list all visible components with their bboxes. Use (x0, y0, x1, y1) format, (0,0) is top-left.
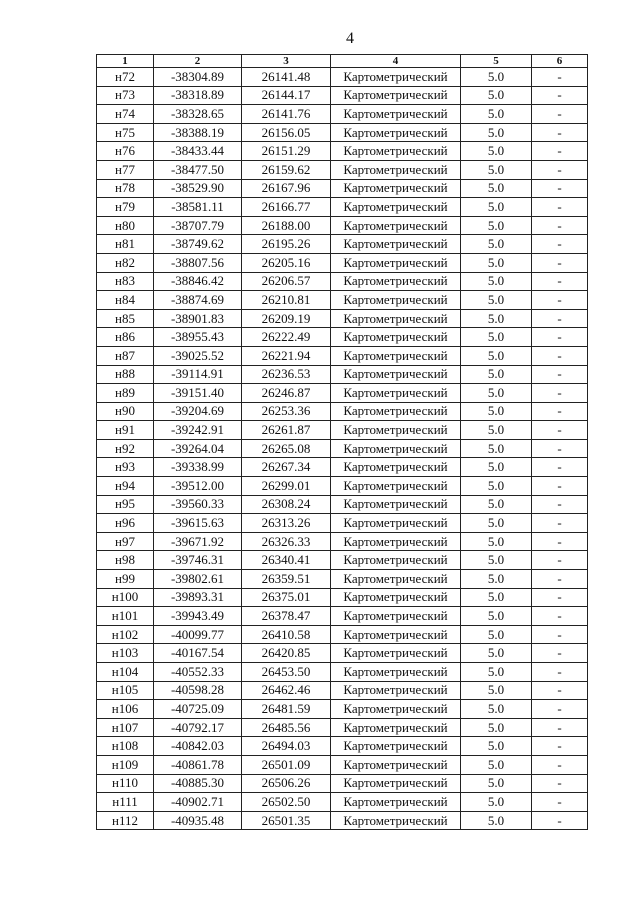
accuracy-cell: 5.0 (461, 253, 532, 272)
point-id-cell: н110 (97, 774, 154, 793)
accuracy-cell: 5.0 (461, 123, 532, 142)
point-id-cell: н98 (97, 551, 154, 570)
note-cell: - (532, 588, 588, 607)
point-id-cell: н92 (97, 439, 154, 458)
table-row (97, 253, 588, 272)
point-id-cell: н81 (97, 235, 154, 254)
accuracy-cell: 5.0 (461, 718, 532, 737)
accuracy-cell: 5.0 (461, 774, 532, 793)
x-coordinate-cell: -39512.00 (154, 477, 242, 496)
method-cell: Картометрический (331, 700, 461, 719)
note-cell: - (532, 309, 588, 328)
x-coordinate-cell: -39151.40 (154, 384, 242, 403)
table-row (97, 346, 588, 365)
method-cell: Картометрический (331, 681, 461, 700)
note-cell: - (532, 346, 588, 365)
y-coordinate-cell: 26141.76 (242, 105, 331, 124)
y-coordinate-cell: 26156.05 (242, 123, 331, 142)
x-coordinate-cell: -40861.78 (154, 755, 242, 774)
point-id-cell: н103 (97, 644, 154, 663)
accuracy-cell: 5.0 (461, 179, 532, 198)
x-coordinate-cell: -38477.50 (154, 160, 242, 179)
x-coordinate-cell: -39802.61 (154, 570, 242, 589)
y-coordinate-cell: 26481.59 (242, 700, 331, 719)
page-number: 4 (346, 30, 354, 47)
x-coordinate-cell: -38529.90 (154, 179, 242, 198)
y-coordinate-cell: 26144.17 (242, 86, 331, 105)
table-row (97, 421, 588, 440)
y-coordinate-cell: 26167.96 (242, 179, 331, 198)
note-cell: - (532, 532, 588, 551)
method-cell: Картометрический (331, 198, 461, 217)
y-coordinate-cell: 26166.77 (242, 198, 331, 217)
note-cell: - (532, 495, 588, 514)
x-coordinate-cell: -40167.54 (154, 644, 242, 663)
x-coordinate-cell: -39242.91 (154, 421, 242, 440)
point-id-cell: н96 (97, 514, 154, 533)
x-coordinate-cell: -38749.62 (154, 235, 242, 254)
point-id-cell: н109 (97, 755, 154, 774)
table-row (97, 514, 588, 533)
point-id-cell: н83 (97, 272, 154, 291)
accuracy-cell: 5.0 (461, 681, 532, 700)
method-cell: Картометрический (331, 291, 461, 310)
table-row (97, 663, 588, 682)
accuracy-cell: 5.0 (461, 607, 532, 626)
note-cell: - (532, 700, 588, 719)
point-id-cell: н112 (97, 811, 154, 830)
method-cell: Картометрический (331, 402, 461, 421)
accuracy-cell: 5.0 (461, 439, 532, 458)
point-id-cell: н72 (97, 68, 154, 87)
note-cell: - (532, 421, 588, 440)
note-cell: - (532, 551, 588, 570)
point-id-cell: н73 (97, 86, 154, 105)
table-body (97, 68, 588, 830)
method-cell: Картометрический (331, 86, 461, 105)
method-cell: Картометрический (331, 272, 461, 291)
method-cell: Картометрический (331, 532, 461, 551)
method-cell: Картометрический (331, 253, 461, 272)
x-coordinate-cell: -40842.03 (154, 737, 242, 756)
method-cell: Картометрический (331, 570, 461, 589)
table-row (97, 365, 588, 384)
point-id-cell: н76 (97, 142, 154, 161)
y-coordinate-cell: 26222.49 (242, 328, 331, 347)
y-coordinate-cell: 26246.87 (242, 384, 331, 403)
method-cell: Картометрический (331, 477, 461, 496)
point-id-cell: н89 (97, 384, 154, 403)
x-coordinate-cell: -38388.19 (154, 123, 242, 142)
y-coordinate-cell: 26195.26 (242, 235, 331, 254)
y-coordinate-cell: 26188.00 (242, 216, 331, 235)
point-id-cell: н79 (97, 198, 154, 217)
accuracy-cell: 5.0 (461, 514, 532, 533)
note-cell: - (532, 365, 588, 384)
point-id-cell: н82 (97, 253, 154, 272)
note-cell: - (532, 105, 588, 124)
accuracy-cell: 5.0 (461, 700, 532, 719)
x-coordinate-cell: -39943.49 (154, 607, 242, 626)
y-coordinate-cell: 26313.26 (242, 514, 331, 533)
y-coordinate-cell: 26205.16 (242, 253, 331, 272)
accuracy-cell: 5.0 (461, 216, 532, 235)
y-coordinate-cell: 26501.35 (242, 811, 331, 830)
method-cell: Картометрический (331, 235, 461, 254)
y-coordinate-cell: 26141.48 (242, 68, 331, 87)
accuracy-cell: 5.0 (461, 105, 532, 124)
x-coordinate-cell: -38328.65 (154, 105, 242, 124)
x-coordinate-cell: -40099.77 (154, 625, 242, 644)
table-row (97, 179, 588, 198)
column-header-4: 4 (331, 55, 461, 68)
accuracy-cell: 5.0 (461, 458, 532, 477)
method-cell: Картометрический (331, 160, 461, 179)
y-coordinate-cell: 26267.34 (242, 458, 331, 477)
note-cell: - (532, 625, 588, 644)
y-coordinate-cell: 26221.94 (242, 346, 331, 365)
table-row (97, 272, 588, 291)
point-id-cell: н86 (97, 328, 154, 347)
accuracy-cell: 5.0 (461, 309, 532, 328)
y-coordinate-cell: 26261.87 (242, 421, 331, 440)
column-header-6: 6 (532, 55, 588, 68)
x-coordinate-cell: -40902.71 (154, 793, 242, 812)
method-cell: Картометрический (331, 328, 461, 347)
y-coordinate-cell: 26462.46 (242, 681, 331, 700)
method-cell: Картометрический (331, 644, 461, 663)
accuracy-cell: 5.0 (461, 402, 532, 421)
note-cell: - (532, 142, 588, 161)
table-row (97, 105, 588, 124)
y-coordinate-cell: 26359.51 (242, 570, 331, 589)
x-coordinate-cell: -40552.33 (154, 663, 242, 682)
accuracy-cell: 5.0 (461, 663, 532, 682)
y-coordinate-cell: 26378.47 (242, 607, 331, 626)
point-id-cell: н90 (97, 402, 154, 421)
method-cell: Картометрический (331, 737, 461, 756)
table-row (97, 774, 588, 793)
table-row (97, 458, 588, 477)
note-cell: - (532, 607, 588, 626)
y-coordinate-cell: 26299.01 (242, 477, 331, 496)
note-cell: - (532, 160, 588, 179)
column-header-3: 3 (242, 55, 331, 68)
method-cell: Картометрический (331, 346, 461, 365)
point-id-cell: н91 (97, 421, 154, 440)
x-coordinate-cell: -38581.11 (154, 198, 242, 217)
y-coordinate-cell: 26308.24 (242, 495, 331, 514)
note-cell: - (532, 644, 588, 663)
y-coordinate-cell: 26420.85 (242, 644, 331, 663)
note-cell: - (532, 439, 588, 458)
x-coordinate-cell: -38304.89 (154, 68, 242, 87)
coordinates-table (96, 54, 588, 830)
x-coordinate-cell: -38807.56 (154, 253, 242, 272)
x-coordinate-cell: -38707.79 (154, 216, 242, 235)
table-row (97, 309, 588, 328)
table-row (97, 328, 588, 347)
note-cell: - (532, 123, 588, 142)
point-id-cell: н108 (97, 737, 154, 756)
x-coordinate-cell: -40935.48 (154, 811, 242, 830)
accuracy-cell: 5.0 (461, 198, 532, 217)
column-header-2: 2 (154, 55, 242, 68)
table-row (97, 216, 588, 235)
accuracy-cell: 5.0 (461, 86, 532, 105)
x-coordinate-cell: -38433.44 (154, 142, 242, 161)
y-coordinate-cell: 26485.56 (242, 718, 331, 737)
method-cell: Картометрический (331, 607, 461, 626)
table-row (97, 532, 588, 551)
note-cell: - (532, 811, 588, 830)
note-cell: - (532, 328, 588, 347)
table-row (97, 291, 588, 310)
point-id-cell: н77 (97, 160, 154, 179)
accuracy-cell: 5.0 (461, 235, 532, 254)
accuracy-cell: 5.0 (461, 365, 532, 384)
point-id-cell: н75 (97, 123, 154, 142)
point-id-cell: н100 (97, 588, 154, 607)
table-row (97, 737, 588, 756)
table-row (97, 123, 588, 142)
accuracy-cell: 5.0 (461, 588, 532, 607)
note-cell: - (532, 68, 588, 87)
accuracy-cell: 5.0 (461, 793, 532, 812)
y-coordinate-cell: 26502.50 (242, 793, 331, 812)
y-coordinate-cell: 26206.57 (242, 272, 331, 291)
accuracy-cell: 5.0 (461, 532, 532, 551)
method-cell: Картометрический (331, 142, 461, 161)
note-cell: - (532, 477, 588, 496)
point-id-cell: н99 (97, 570, 154, 589)
x-coordinate-cell: -39893.31 (154, 588, 242, 607)
point-id-cell: н74 (97, 105, 154, 124)
x-coordinate-cell: -40792.17 (154, 718, 242, 737)
method-cell: Картометрический (331, 793, 461, 812)
accuracy-cell: 5.0 (461, 811, 532, 830)
table-row (97, 793, 588, 812)
method-cell: Картометрический (331, 309, 461, 328)
accuracy-cell: 5.0 (461, 644, 532, 663)
accuracy-cell: 5.0 (461, 495, 532, 514)
x-coordinate-cell: -39746.31 (154, 551, 242, 570)
table-row (97, 700, 588, 719)
point-id-cell: н85 (97, 309, 154, 328)
point-id-cell: н107 (97, 718, 154, 737)
note-cell: - (532, 570, 588, 589)
x-coordinate-cell: -40598.28 (154, 681, 242, 700)
table-row (97, 755, 588, 774)
note-cell: - (532, 458, 588, 477)
table-row (97, 439, 588, 458)
y-coordinate-cell: 26265.08 (242, 439, 331, 458)
x-coordinate-cell: -39615.63 (154, 514, 242, 533)
accuracy-cell: 5.0 (461, 737, 532, 756)
y-coordinate-cell: 26501.09 (242, 755, 331, 774)
column-header-5: 5 (461, 55, 532, 68)
method-cell: Картометрический (331, 551, 461, 570)
method-cell: Картометрический (331, 439, 461, 458)
table-row (97, 551, 588, 570)
accuracy-cell: 5.0 (461, 384, 532, 403)
table-row (97, 86, 588, 105)
y-coordinate-cell: 26453.50 (242, 663, 331, 682)
method-cell: Картометрический (331, 421, 461, 440)
header-row (97, 55, 588, 68)
table-row (97, 681, 588, 700)
y-coordinate-cell: 26326.33 (242, 532, 331, 551)
table-row (97, 235, 588, 254)
method-cell: Картометрический (331, 68, 461, 87)
method-cell: Картометрический (331, 365, 461, 384)
note-cell: - (532, 86, 588, 105)
method-cell: Картометрический (331, 755, 461, 774)
method-cell: Картометрический (331, 514, 461, 533)
note-cell: - (532, 235, 588, 254)
accuracy-cell: 5.0 (461, 272, 532, 291)
table-row (97, 570, 588, 589)
table-row (97, 384, 588, 403)
y-coordinate-cell: 26159.62 (242, 160, 331, 179)
note-cell: - (532, 514, 588, 533)
note-cell: - (532, 663, 588, 682)
table-row (97, 68, 588, 87)
x-coordinate-cell: -38955.43 (154, 328, 242, 347)
x-coordinate-cell: -38318.89 (154, 86, 242, 105)
accuracy-cell: 5.0 (461, 421, 532, 440)
accuracy-cell: 5.0 (461, 346, 532, 365)
x-coordinate-cell: -39671.92 (154, 532, 242, 551)
method-cell: Картометрический (331, 811, 461, 830)
table-row (97, 495, 588, 514)
point-id-cell: н88 (97, 365, 154, 384)
x-coordinate-cell: -39204.69 (154, 402, 242, 421)
x-coordinate-cell: -39114.91 (154, 365, 242, 384)
point-id-cell: н106 (97, 700, 154, 719)
x-coordinate-cell: -39338.99 (154, 458, 242, 477)
note-cell: - (532, 253, 588, 272)
y-coordinate-cell: 26210.81 (242, 291, 331, 310)
table-row (97, 644, 588, 663)
point-id-cell: н84 (97, 291, 154, 310)
x-coordinate-cell: -38874.69 (154, 291, 242, 310)
accuracy-cell: 5.0 (461, 328, 532, 347)
point-id-cell: н101 (97, 607, 154, 626)
note-cell: - (532, 198, 588, 217)
note-cell: - (532, 681, 588, 700)
x-coordinate-cell: -40885.30 (154, 774, 242, 793)
x-coordinate-cell: -39025.52 (154, 346, 242, 365)
accuracy-cell: 5.0 (461, 68, 532, 87)
y-coordinate-cell: 26506.26 (242, 774, 331, 793)
point-id-cell: н95 (97, 495, 154, 514)
table-row (97, 477, 588, 496)
point-id-cell: н80 (97, 216, 154, 235)
table-row (97, 402, 588, 421)
y-coordinate-cell: 26494.03 (242, 737, 331, 756)
point-id-cell: н97 (97, 532, 154, 551)
x-coordinate-cell: -40725.09 (154, 700, 242, 719)
note-cell: - (532, 179, 588, 198)
table-row (97, 142, 588, 161)
note-cell: - (532, 737, 588, 756)
y-coordinate-cell: 26410.58 (242, 625, 331, 644)
x-coordinate-cell: -38846.42 (154, 272, 242, 291)
x-coordinate-cell: -39264.04 (154, 439, 242, 458)
y-coordinate-cell: 26209.19 (242, 309, 331, 328)
table-row (97, 198, 588, 217)
y-coordinate-cell: 26375.01 (242, 588, 331, 607)
accuracy-cell: 5.0 (461, 625, 532, 644)
point-id-cell: н102 (97, 625, 154, 644)
method-cell: Картометрический (331, 495, 461, 514)
point-id-cell: н87 (97, 346, 154, 365)
note-cell: - (532, 384, 588, 403)
point-id-cell: н104 (97, 663, 154, 682)
x-coordinate-cell: -38901.83 (154, 309, 242, 328)
y-coordinate-cell: 26236.53 (242, 365, 331, 384)
note-cell: - (532, 291, 588, 310)
table-row (97, 625, 588, 644)
point-id-cell: н78 (97, 179, 154, 198)
accuracy-cell: 5.0 (461, 291, 532, 310)
point-id-cell: н105 (97, 681, 154, 700)
accuracy-cell: 5.0 (461, 160, 532, 179)
table-row (97, 588, 588, 607)
note-cell: - (532, 402, 588, 421)
method-cell: Картометрический (331, 588, 461, 607)
note-cell: - (532, 272, 588, 291)
accuracy-cell: 5.0 (461, 551, 532, 570)
method-cell: Картометрический (331, 123, 461, 142)
x-coordinate-cell: -39560.33 (154, 495, 242, 514)
point-id-cell: н93 (97, 458, 154, 477)
point-id-cell: н111 (97, 793, 154, 812)
table-row (97, 160, 588, 179)
accuracy-cell: 5.0 (461, 142, 532, 161)
note-cell: - (532, 718, 588, 737)
method-cell: Картометрический (331, 179, 461, 198)
note-cell: - (532, 216, 588, 235)
accuracy-cell: 5.0 (461, 477, 532, 496)
accuracy-cell: 5.0 (461, 755, 532, 774)
y-coordinate-cell: 26253.36 (242, 402, 331, 421)
note-cell: - (532, 793, 588, 812)
column-header-1: 1 (97, 55, 154, 68)
method-cell: Картометрический (331, 458, 461, 477)
accuracy-cell: 5.0 (461, 570, 532, 589)
note-cell: - (532, 774, 588, 793)
method-cell: Картометрический (331, 774, 461, 793)
table-row (97, 607, 588, 626)
method-cell: Картометрический (331, 718, 461, 737)
y-coordinate-cell: 26151.29 (242, 142, 331, 161)
method-cell: Картометрический (331, 625, 461, 644)
method-cell: Картометрический (331, 105, 461, 124)
method-cell: Картометрический (331, 663, 461, 682)
y-coordinate-cell: 26340.41 (242, 551, 331, 570)
method-cell: Картометрический (331, 384, 461, 403)
table-row (97, 718, 588, 737)
note-cell: - (532, 755, 588, 774)
method-cell: Картометрический (331, 216, 461, 235)
table-row (97, 811, 588, 830)
point-id-cell: н94 (97, 477, 154, 496)
